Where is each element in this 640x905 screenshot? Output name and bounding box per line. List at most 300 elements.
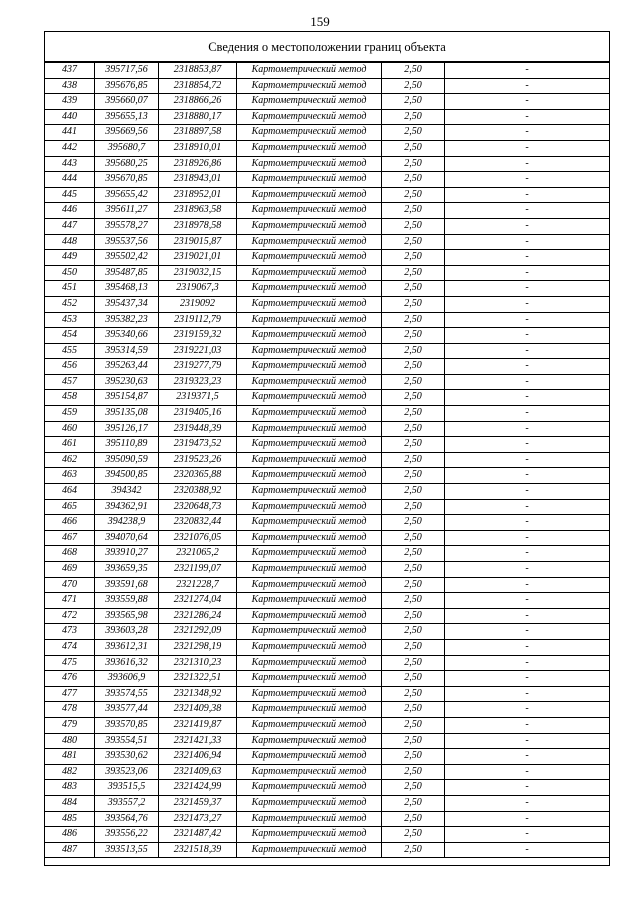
x-coordinate-cell: 395669,56 bbox=[95, 125, 159, 141]
method-cell: Картометрический метод bbox=[237, 671, 382, 687]
method-cell: Картометрический метод bbox=[237, 655, 382, 671]
y-coordinate-cell: 2321076,05 bbox=[159, 530, 237, 546]
table-row bbox=[45, 468, 610, 484]
y-coordinate-cell: 2321459,37 bbox=[159, 795, 237, 811]
method-cell: Картометрический метод bbox=[237, 312, 382, 328]
point-number-cell: 452 bbox=[45, 296, 95, 312]
precision-cell: 2,50 bbox=[382, 795, 445, 811]
description-cell: - bbox=[445, 94, 610, 110]
description-cell: - bbox=[445, 328, 610, 344]
table-row bbox=[45, 172, 610, 188]
method-cell: Картометрический метод bbox=[237, 686, 382, 702]
description-cell: - bbox=[445, 406, 610, 422]
description-cell: - bbox=[445, 795, 610, 811]
y-coordinate-cell: 2318963,58 bbox=[159, 203, 237, 219]
precision-cell: 2,50 bbox=[382, 639, 445, 655]
method-cell: Картометрический метод bbox=[237, 63, 382, 79]
method-cell: Картометрический метод bbox=[237, 421, 382, 437]
y-coordinate-cell: 2321419,87 bbox=[159, 717, 237, 733]
x-coordinate-cell: 395487,85 bbox=[95, 265, 159, 281]
description-cell: - bbox=[445, 156, 610, 172]
point-number-cell: 459 bbox=[45, 406, 95, 422]
description-cell: - bbox=[445, 624, 610, 640]
y-coordinate-cell: 2321348,92 bbox=[159, 686, 237, 702]
point-number-cell: 473 bbox=[45, 624, 95, 640]
x-coordinate-cell: 394238,9 bbox=[95, 515, 159, 531]
table-row bbox=[45, 842, 610, 858]
y-coordinate-cell: 2320832,44 bbox=[159, 515, 237, 531]
x-coordinate-cell: 395340,66 bbox=[95, 328, 159, 344]
y-coordinate-cell: 2318866,26 bbox=[159, 94, 237, 110]
precision-cell: 2,50 bbox=[382, 156, 445, 172]
method-cell: Картометрический метод bbox=[237, 717, 382, 733]
table-row bbox=[45, 593, 610, 609]
precision-cell: 2,50 bbox=[382, 312, 445, 328]
precision-cell: 2,50 bbox=[382, 343, 445, 359]
x-coordinate-cell: 395578,27 bbox=[95, 218, 159, 234]
point-number-cell: 445 bbox=[45, 187, 95, 203]
point-number-cell: 454 bbox=[45, 328, 95, 344]
precision-cell: 2,50 bbox=[382, 250, 445, 266]
precision-cell: 2,50 bbox=[382, 827, 445, 843]
table-row bbox=[45, 359, 610, 375]
y-coordinate-cell: 2321310,23 bbox=[159, 655, 237, 671]
description-cell: - bbox=[445, 593, 610, 609]
point-number-cell: 456 bbox=[45, 359, 95, 375]
y-coordinate-cell: 2319221,03 bbox=[159, 343, 237, 359]
x-coordinate-cell: 395468,13 bbox=[95, 281, 159, 297]
precision-cell: 2,50 bbox=[382, 374, 445, 390]
table-row bbox=[45, 452, 610, 468]
y-coordinate-cell: 2318910,01 bbox=[159, 140, 237, 156]
x-coordinate-cell: 393564,76 bbox=[95, 811, 159, 827]
method-cell: Картометрический метод bbox=[237, 359, 382, 375]
x-coordinate-cell: 393554,51 bbox=[95, 733, 159, 749]
table-row bbox=[45, 296, 610, 312]
precision-cell: 2,50 bbox=[382, 624, 445, 640]
point-number-cell: 474 bbox=[45, 639, 95, 655]
precision-cell: 2,50 bbox=[382, 499, 445, 515]
method-cell: Картометрический метод bbox=[237, 608, 382, 624]
x-coordinate-cell: 393910,27 bbox=[95, 546, 159, 562]
precision-cell: 2,50 bbox=[382, 437, 445, 453]
precision-cell: 2,50 bbox=[382, 686, 445, 702]
precision-cell: 2,50 bbox=[382, 842, 445, 858]
x-coordinate-cell: 393570,85 bbox=[95, 717, 159, 733]
y-coordinate-cell: 2319067,3 bbox=[159, 281, 237, 297]
boundary-table-frame bbox=[44, 31, 610, 866]
table-row bbox=[45, 140, 610, 156]
precision-cell: 2,50 bbox=[382, 94, 445, 110]
precision-cell: 2,50 bbox=[382, 702, 445, 718]
description-cell: - bbox=[445, 686, 610, 702]
description-cell: - bbox=[445, 63, 610, 79]
description-cell: - bbox=[445, 780, 610, 796]
point-number-cell: 467 bbox=[45, 530, 95, 546]
y-coordinate-cell: 2319021,01 bbox=[159, 250, 237, 266]
method-cell: Картометрический метод bbox=[237, 827, 382, 843]
description-cell: - bbox=[445, 452, 610, 468]
method-cell: Картометрический метод bbox=[237, 733, 382, 749]
point-number-cell: 479 bbox=[45, 717, 95, 733]
description-cell: - bbox=[445, 312, 610, 328]
x-coordinate-cell: 393616,32 bbox=[95, 655, 159, 671]
description-cell: - bbox=[445, 125, 610, 141]
method-cell: Картометрический метод bbox=[237, 562, 382, 578]
precision-cell: 2,50 bbox=[382, 140, 445, 156]
method-cell: Картометрический метод bbox=[237, 546, 382, 562]
point-number-cell: 461 bbox=[45, 437, 95, 453]
point-number-cell: 451 bbox=[45, 281, 95, 297]
x-coordinate-cell: 393591,68 bbox=[95, 577, 159, 593]
point-number-cell: 440 bbox=[45, 109, 95, 125]
method-cell: Картометрический метод bbox=[237, 624, 382, 640]
x-coordinate-cell: 395670,85 bbox=[95, 172, 159, 188]
description-cell: - bbox=[445, 702, 610, 718]
description-cell: - bbox=[445, 437, 610, 453]
method-cell: Картометрический метод bbox=[237, 328, 382, 344]
table-row bbox=[45, 639, 610, 655]
precision-cell: 2,50 bbox=[382, 811, 445, 827]
description-cell: - bbox=[445, 218, 610, 234]
y-coordinate-cell: 2319092 bbox=[159, 296, 237, 312]
x-coordinate-cell: 395680,7 bbox=[95, 140, 159, 156]
point-number-cell: 441 bbox=[45, 125, 95, 141]
x-coordinate-cell: 394362,91 bbox=[95, 499, 159, 515]
method-cell: Картометрический метод bbox=[237, 203, 382, 219]
x-coordinate-cell: 395655,13 bbox=[95, 109, 159, 125]
description-cell: - bbox=[445, 421, 610, 437]
method-cell: Картометрический метод bbox=[237, 702, 382, 718]
point-number-cell: 481 bbox=[45, 749, 95, 765]
x-coordinate-cell: 394070,64 bbox=[95, 530, 159, 546]
point-number-cell: 458 bbox=[45, 390, 95, 406]
x-coordinate-cell: 395110,89 bbox=[95, 437, 159, 453]
method-cell: Картометрический метод bbox=[237, 140, 382, 156]
y-coordinate-cell: 2321487,42 bbox=[159, 827, 237, 843]
table-row bbox=[45, 624, 610, 640]
description-cell: - bbox=[445, 172, 610, 188]
precision-cell: 2,50 bbox=[382, 515, 445, 531]
table-row bbox=[45, 343, 610, 359]
precision-cell: 2,50 bbox=[382, 328, 445, 344]
table-row bbox=[45, 671, 610, 687]
table-row bbox=[45, 312, 610, 328]
precision-cell: 2,50 bbox=[382, 234, 445, 250]
method-cell: Картометрический метод bbox=[237, 468, 382, 484]
x-coordinate-cell: 393606,9 bbox=[95, 671, 159, 687]
table-row bbox=[45, 125, 610, 141]
description-cell: - bbox=[445, 234, 610, 250]
table-row bbox=[45, 63, 610, 79]
method-cell: Картометрический метод bbox=[237, 343, 382, 359]
method-cell: Картометрический метод bbox=[237, 437, 382, 453]
table-row bbox=[45, 250, 610, 266]
y-coordinate-cell: 2319371,5 bbox=[159, 390, 237, 406]
y-coordinate-cell: 2321421,33 bbox=[159, 733, 237, 749]
method-cell: Картометрический метод bbox=[237, 593, 382, 609]
y-coordinate-cell: 2320388,92 bbox=[159, 484, 237, 500]
y-coordinate-cell: 2321274,04 bbox=[159, 593, 237, 609]
point-number-cell: 484 bbox=[45, 795, 95, 811]
point-number-cell: 469 bbox=[45, 562, 95, 578]
description-cell: - bbox=[445, 343, 610, 359]
x-coordinate-cell: 395717,56 bbox=[95, 63, 159, 79]
point-number-cell: 439 bbox=[45, 94, 95, 110]
description-cell: - bbox=[445, 717, 610, 733]
precision-cell: 2,50 bbox=[382, 218, 445, 234]
description-cell: - bbox=[445, 484, 610, 500]
precision-cell: 2,50 bbox=[382, 172, 445, 188]
x-coordinate-cell: 395437,34 bbox=[95, 296, 159, 312]
y-coordinate-cell: 2318926,86 bbox=[159, 156, 237, 172]
x-coordinate-cell: 395154,87 bbox=[95, 390, 159, 406]
method-cell: Картометрический метод bbox=[237, 172, 382, 188]
method-cell: Картометрический метод bbox=[237, 530, 382, 546]
description-cell: - bbox=[445, 250, 610, 266]
y-coordinate-cell: 2321424,99 bbox=[159, 780, 237, 796]
y-coordinate-cell: 2321065,2 bbox=[159, 546, 237, 562]
method-cell: Картометрический метод bbox=[237, 484, 382, 500]
x-coordinate-cell: 393515,5 bbox=[95, 780, 159, 796]
x-coordinate-cell: 393659,35 bbox=[95, 562, 159, 578]
point-number-cell: 468 bbox=[45, 546, 95, 562]
method-cell: Картометрический метод bbox=[237, 187, 382, 203]
table-row bbox=[45, 749, 610, 765]
x-coordinate-cell: 395676,85 bbox=[95, 78, 159, 94]
precision-cell: 2,50 bbox=[382, 452, 445, 468]
point-number-cell: 446 bbox=[45, 203, 95, 219]
x-coordinate-cell: 395680,25 bbox=[95, 156, 159, 172]
table-row bbox=[45, 608, 610, 624]
y-coordinate-cell: 2320365,88 bbox=[159, 468, 237, 484]
table-row bbox=[45, 562, 610, 578]
point-number-cell: 455 bbox=[45, 343, 95, 359]
y-coordinate-cell: 2321518,39 bbox=[159, 842, 237, 858]
description-cell: - bbox=[445, 265, 610, 281]
table-row bbox=[45, 546, 610, 562]
x-coordinate-cell: 393556,22 bbox=[95, 827, 159, 843]
y-coordinate-cell: 2319032,15 bbox=[159, 265, 237, 281]
table-row bbox=[45, 515, 610, 531]
precision-cell: 2,50 bbox=[382, 406, 445, 422]
table-row bbox=[45, 156, 610, 172]
description-cell: - bbox=[445, 546, 610, 562]
precision-cell: 2,50 bbox=[382, 671, 445, 687]
y-coordinate-cell: 2321292,09 bbox=[159, 624, 237, 640]
point-number-cell: 460 bbox=[45, 421, 95, 437]
description-cell: - bbox=[445, 281, 610, 297]
method-cell: Картометрический метод bbox=[237, 749, 382, 765]
method-cell: Картометрический метод bbox=[237, 452, 382, 468]
description-cell: - bbox=[445, 78, 610, 94]
description-cell: - bbox=[445, 374, 610, 390]
method-cell: Картометрический метод bbox=[237, 250, 382, 266]
precision-cell: 2,50 bbox=[382, 749, 445, 765]
x-coordinate-cell: 394342 bbox=[95, 484, 159, 500]
table-row bbox=[45, 328, 610, 344]
x-coordinate-cell: 393513,55 bbox=[95, 842, 159, 858]
table-row bbox=[45, 265, 610, 281]
description-cell: - bbox=[445, 140, 610, 156]
table-row bbox=[45, 686, 610, 702]
precision-cell: 2,50 bbox=[382, 109, 445, 125]
precision-cell: 2,50 bbox=[382, 546, 445, 562]
y-coordinate-cell: 2319523,26 bbox=[159, 452, 237, 468]
table-row bbox=[45, 390, 610, 406]
point-number-cell: 453 bbox=[45, 312, 95, 328]
point-number-cell: 463 bbox=[45, 468, 95, 484]
x-coordinate-cell: 395314,59 bbox=[95, 343, 159, 359]
precision-cell: 2,50 bbox=[382, 421, 445, 437]
point-number-cell: 447 bbox=[45, 218, 95, 234]
table-row bbox=[45, 827, 610, 843]
table-row bbox=[45, 406, 610, 422]
point-number-cell: 472 bbox=[45, 608, 95, 624]
y-coordinate-cell: 2319448,39 bbox=[159, 421, 237, 437]
y-coordinate-cell: 2321286,24 bbox=[159, 608, 237, 624]
table-row bbox=[45, 484, 610, 500]
precision-cell: 2,50 bbox=[382, 359, 445, 375]
x-coordinate-cell: 393612,31 bbox=[95, 639, 159, 655]
description-cell: - bbox=[445, 764, 610, 780]
method-cell: Картометрический метод bbox=[237, 795, 382, 811]
x-coordinate-cell: 393603,28 bbox=[95, 624, 159, 640]
description-cell: - bbox=[445, 390, 610, 406]
precision-cell: 2,50 bbox=[382, 764, 445, 780]
table-heading: Сведения о местоположении границ объекта bbox=[45, 32, 609, 62]
x-coordinate-cell: 393523,06 bbox=[95, 764, 159, 780]
y-coordinate-cell: 2319473,52 bbox=[159, 437, 237, 453]
table-row bbox=[45, 109, 610, 125]
description-cell: - bbox=[445, 811, 610, 827]
table-row bbox=[45, 733, 610, 749]
precision-cell: 2,50 bbox=[382, 203, 445, 219]
method-cell: Картометрический метод bbox=[237, 265, 382, 281]
precision-cell: 2,50 bbox=[382, 484, 445, 500]
method-cell: Картометрический метод bbox=[237, 78, 382, 94]
table-row bbox=[45, 94, 610, 110]
description-cell: - bbox=[445, 468, 610, 484]
precision-cell: 2,50 bbox=[382, 187, 445, 203]
precision-cell: 2,50 bbox=[382, 655, 445, 671]
method-cell: Картометрический метод bbox=[237, 811, 382, 827]
precision-cell: 2,50 bbox=[382, 390, 445, 406]
description-cell: - bbox=[445, 749, 610, 765]
table-row bbox=[45, 203, 610, 219]
description-cell: - bbox=[445, 530, 610, 546]
description-cell: - bbox=[445, 515, 610, 531]
description-cell: - bbox=[445, 296, 610, 312]
y-coordinate-cell: 2321298,19 bbox=[159, 639, 237, 655]
x-coordinate-cell: 395230,63 bbox=[95, 374, 159, 390]
y-coordinate-cell: 2321409,38 bbox=[159, 702, 237, 718]
method-cell: Картометрический метод bbox=[237, 515, 382, 531]
y-coordinate-cell: 2321199,07 bbox=[159, 562, 237, 578]
method-cell: Картометрический метод bbox=[237, 406, 382, 422]
point-number-cell: 450 bbox=[45, 265, 95, 281]
precision-cell: 2,50 bbox=[382, 63, 445, 79]
point-number-cell: 478 bbox=[45, 702, 95, 718]
x-coordinate-cell: 393565,98 bbox=[95, 608, 159, 624]
y-coordinate-cell: 2319323,23 bbox=[159, 374, 237, 390]
method-cell: Картометрический метод bbox=[237, 842, 382, 858]
x-coordinate-cell: 393574,55 bbox=[95, 686, 159, 702]
y-coordinate-cell: 2318880,17 bbox=[159, 109, 237, 125]
point-number-cell: 486 bbox=[45, 827, 95, 843]
precision-cell: 2,50 bbox=[382, 733, 445, 749]
description-cell: - bbox=[445, 608, 610, 624]
x-coordinate-cell: 395537,56 bbox=[95, 234, 159, 250]
precision-cell: 2,50 bbox=[382, 577, 445, 593]
precision-cell: 2,50 bbox=[382, 717, 445, 733]
y-coordinate-cell: 2319112,79 bbox=[159, 312, 237, 328]
description-cell: - bbox=[445, 827, 610, 843]
point-number-cell: 477 bbox=[45, 686, 95, 702]
method-cell: Картометрический метод bbox=[237, 156, 382, 172]
table-row bbox=[45, 187, 610, 203]
table-row bbox=[45, 717, 610, 733]
point-number-cell: 482 bbox=[45, 764, 95, 780]
table-row bbox=[45, 374, 610, 390]
y-coordinate-cell: 2318978,58 bbox=[159, 218, 237, 234]
table-row bbox=[45, 421, 610, 437]
point-number-cell: 485 bbox=[45, 811, 95, 827]
y-coordinate-cell: 2320648,73 bbox=[159, 499, 237, 515]
table-row bbox=[45, 764, 610, 780]
table-row bbox=[45, 78, 610, 94]
precision-cell: 2,50 bbox=[382, 468, 445, 484]
method-cell: Картометрический метод bbox=[237, 390, 382, 406]
method-cell: Картометрический метод bbox=[237, 109, 382, 125]
y-coordinate-cell: 2321473,27 bbox=[159, 811, 237, 827]
x-coordinate-cell: 395655,42 bbox=[95, 187, 159, 203]
y-coordinate-cell: 2319405,16 bbox=[159, 406, 237, 422]
description-cell: - bbox=[445, 655, 610, 671]
precision-cell: 2,50 bbox=[382, 608, 445, 624]
precision-cell: 2,50 bbox=[382, 593, 445, 609]
method-cell: Картометрический метод bbox=[237, 639, 382, 655]
description-cell: - bbox=[445, 577, 610, 593]
precision-cell: 2,50 bbox=[382, 281, 445, 297]
y-coordinate-cell: 2321322,51 bbox=[159, 671, 237, 687]
precision-cell: 2,50 bbox=[382, 530, 445, 546]
y-coordinate-cell: 2318854,72 bbox=[159, 78, 237, 94]
description-cell: - bbox=[445, 359, 610, 375]
method-cell: Картометрический метод bbox=[237, 296, 382, 312]
table-row bbox=[45, 530, 610, 546]
precision-cell: 2,50 bbox=[382, 562, 445, 578]
description-cell: - bbox=[445, 733, 610, 749]
table-row bbox=[45, 577, 610, 593]
point-number-cell: 465 bbox=[45, 499, 95, 515]
method-cell: Картометрический метод bbox=[237, 218, 382, 234]
point-number-cell: 438 bbox=[45, 78, 95, 94]
y-coordinate-cell: 2321409,63 bbox=[159, 764, 237, 780]
y-coordinate-cell: 2318853,87 bbox=[159, 63, 237, 79]
y-coordinate-cell: 2319277,79 bbox=[159, 359, 237, 375]
x-coordinate-cell: 395135,08 bbox=[95, 406, 159, 422]
y-coordinate-cell: 2318943,01 bbox=[159, 172, 237, 188]
y-coordinate-cell: 2318897,58 bbox=[159, 125, 237, 141]
point-number-cell: 483 bbox=[45, 780, 95, 796]
precision-cell: 2,50 bbox=[382, 296, 445, 312]
description-cell: - bbox=[445, 562, 610, 578]
x-coordinate-cell: 394500,85 bbox=[95, 468, 159, 484]
precision-cell: 2,50 bbox=[382, 780, 445, 796]
table-row bbox=[45, 795, 610, 811]
table-row bbox=[45, 702, 610, 718]
